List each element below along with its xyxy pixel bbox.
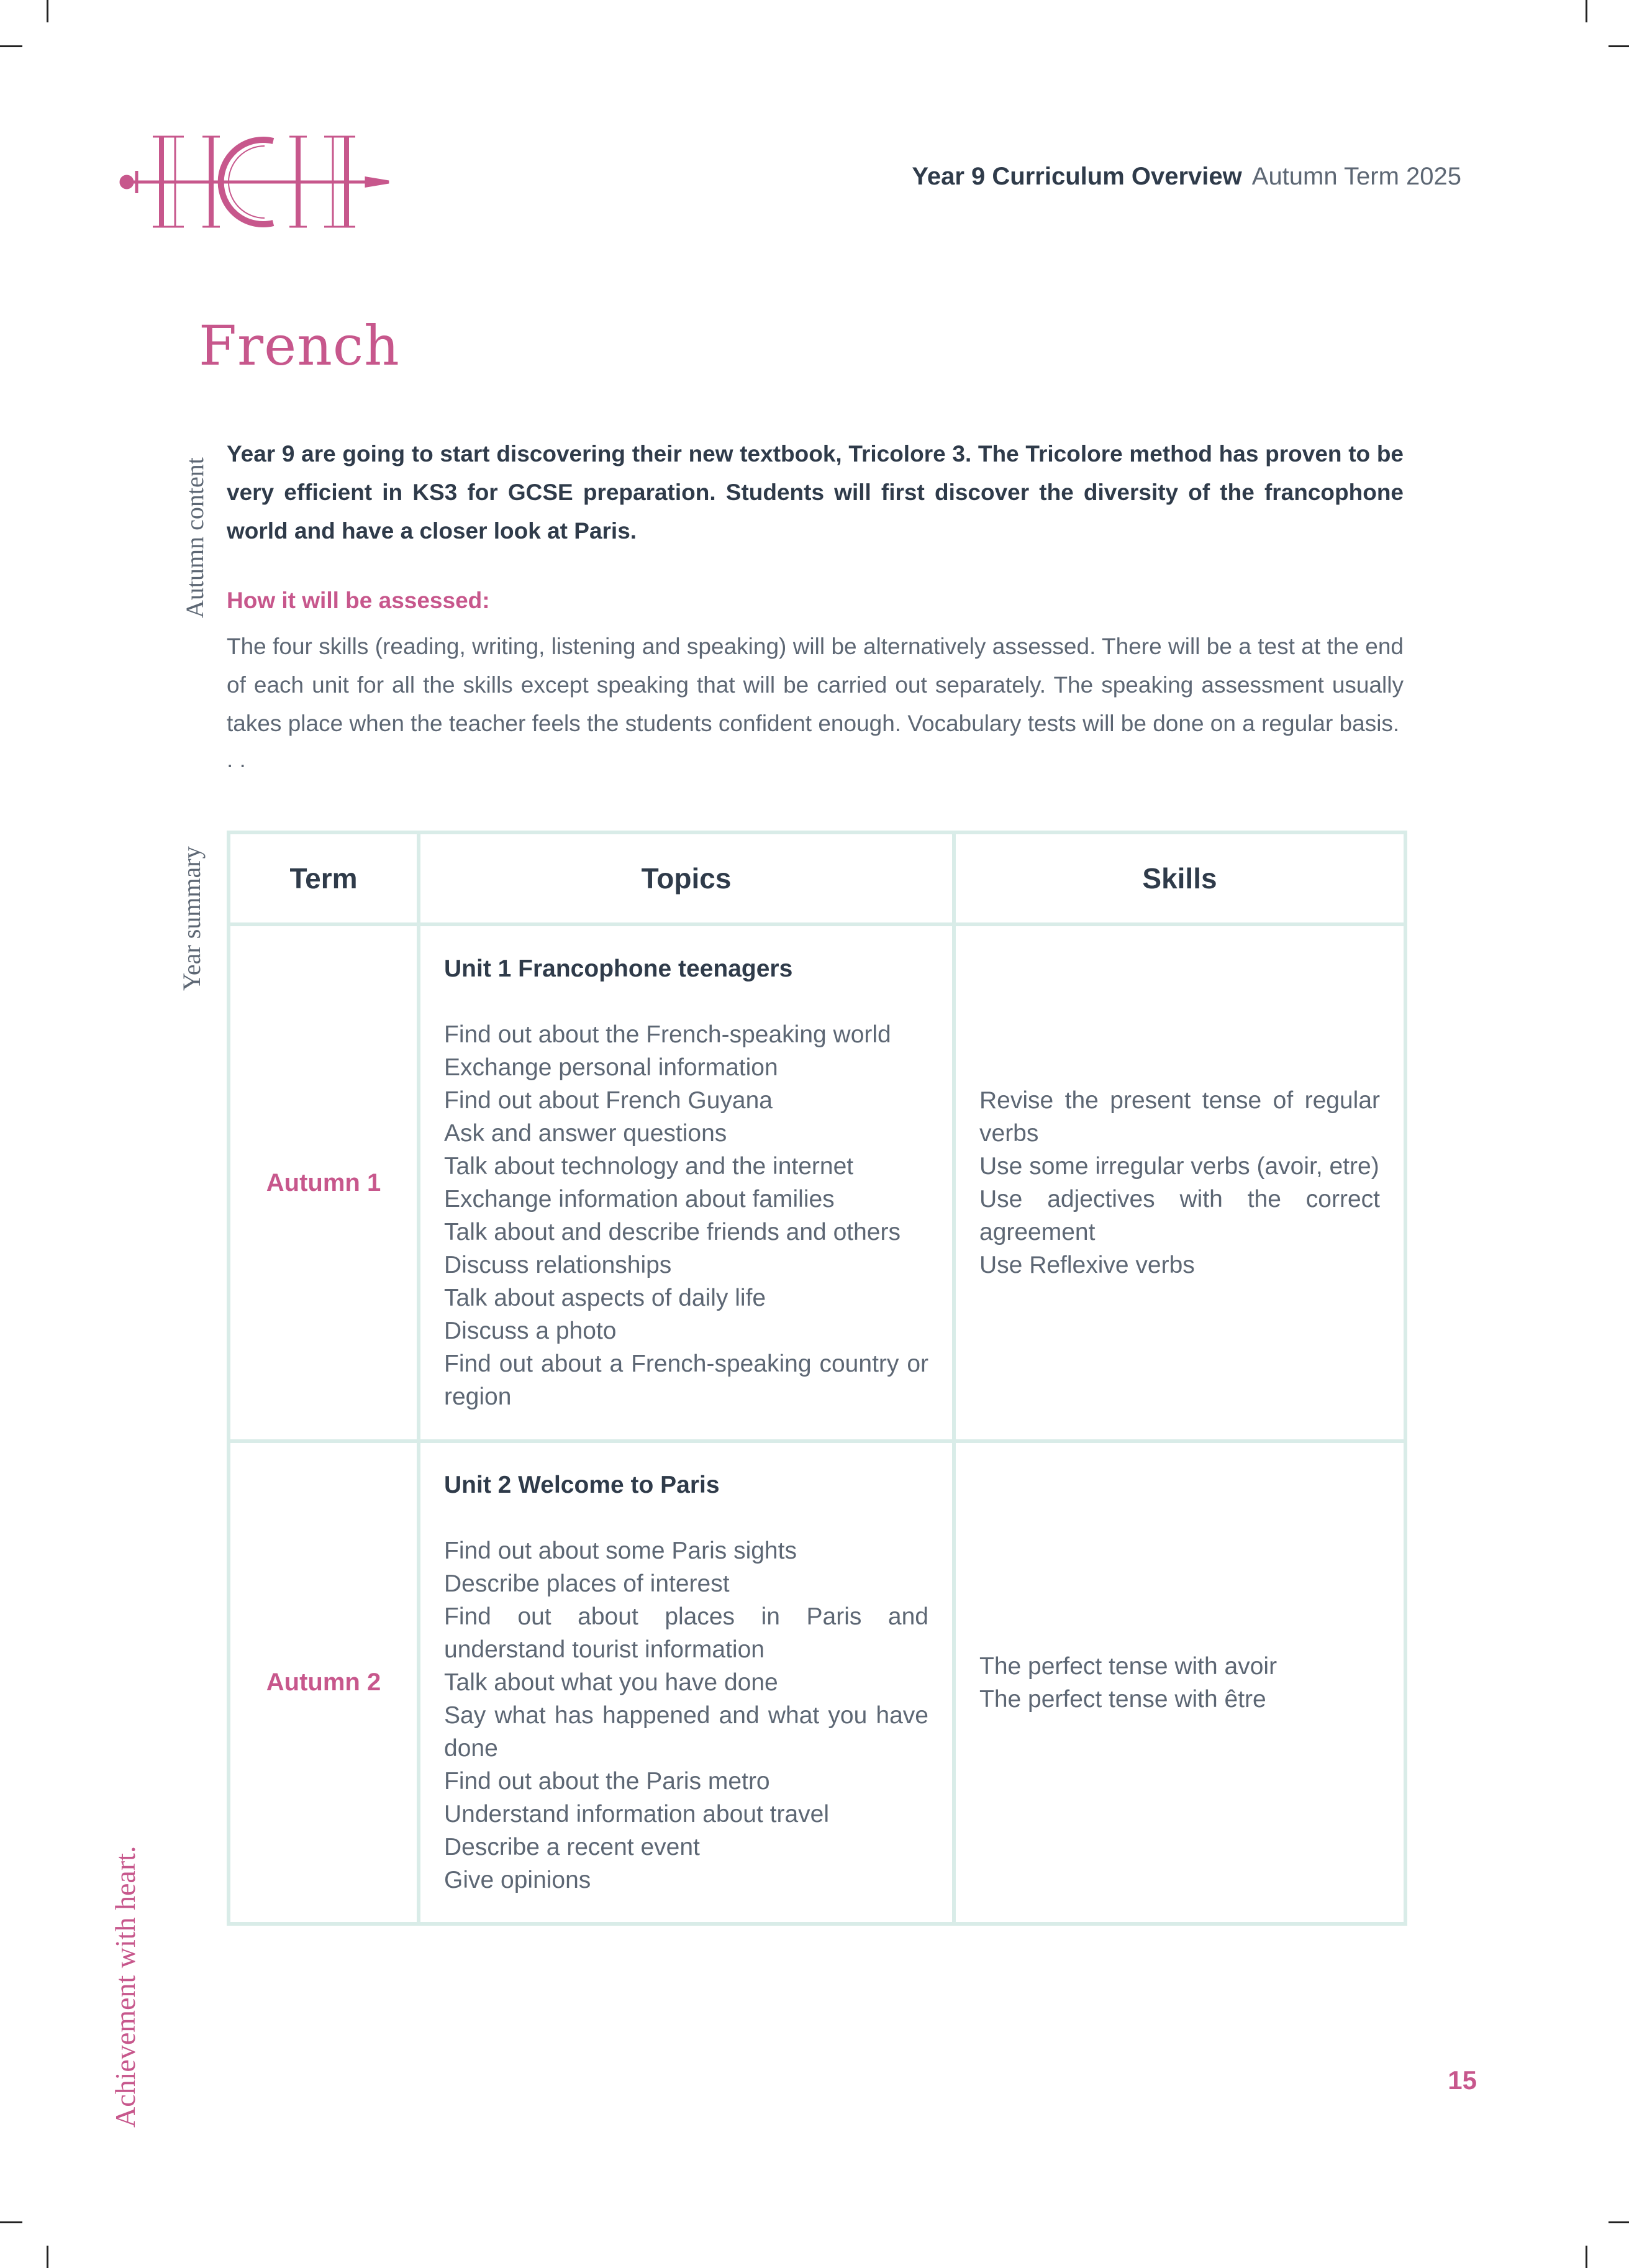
unit-title: Unit 2 Welcome to Paris [444,1472,720,1498]
topic-item: Discuss a photo [444,1318,617,1344]
assessment-trailing: . . [227,747,246,772]
page-number: 15 [1448,2065,1477,2095]
crop-mark [47,2246,48,2268]
column-header-skills: Skills [954,832,1405,924]
topic-item: Exchange information about families [444,1186,835,1213]
crop-mark [1609,2221,1629,2223]
column-header-topics: Topics [419,832,954,924]
topics-cell [419,924,954,1441]
topic-item: Find out about the French-speaking world [444,1021,891,1048]
topic-item: Find out about places in Paris and understand tourist information [444,1603,928,1663]
skills-cell [954,924,1405,1441]
crop-mark [0,45,22,47]
skills-cell [954,1441,1405,1924]
crop-mark [0,2221,22,2223]
skill-item: The perfect tense with être [979,1685,1266,1713]
topic-item: Talk about and describe friends and others [444,1219,901,1246]
unit-title: Unit 1 Francophone teenagers [444,955,793,982]
skill-item: The perfect tense with avoir [979,1652,1277,1680]
curriculum-table [227,831,1407,1926]
skill-item: Use adjectives with the correct agreement [979,1186,1380,1246]
topic-item: Say what has happened and what you have done [444,1702,928,1762]
crop-mark [1586,0,1587,22]
term-cell: Autumn 1 [229,924,419,1441]
crop-mark [1586,2246,1587,2268]
topic-item: Find out about a French-speaking country or region [444,1350,928,1410]
header-title-bold: Year 9 Curriculum Overview [912,163,1242,190]
skill-item: Use Reflexive verbs [979,1252,1195,1278]
table-header-row [229,832,1405,924]
crop-mark [1609,45,1629,47]
header-term: Autumn Term 2025 [1251,163,1461,190]
topic-item: Find out about some Paris sights [444,1537,797,1564]
document-header [912,163,1461,191]
topics-cell [419,1441,954,1924]
table-row [229,1441,1405,1924]
topic-item: Talk about aspects of daily life [444,1285,766,1311]
topic-item: Understand information about travel [444,1801,830,1828]
assessment-heading: How it will be assessed: [227,588,490,613]
topic-item: Describe a recent event [444,1834,700,1860]
topic-item: Exchange personal information [444,1054,778,1081]
skill-item: Use some irregular verbs (avoir, etre) [979,1153,1379,1180]
topic-item: Give opinions [444,1867,591,1893]
intro-paragraph: Year 9 are going to start discovering their new textbook, Tricolore 3. The Tricolore method has proven to be very efficient in KS3 for GCSE preparation. Students will first discover the diversity of the francophone world and have a closer look at Paris. [227,441,1404,544]
topic-item: Find out about the Paris metro [444,1768,770,1795]
topic-item: Talk about technology and the internet [444,1153,854,1180]
skill-item: Revise the present tense of regular verbs [979,1087,1380,1147]
column-header-term: Term [229,832,419,924]
topic-item: Ask and answer questions [444,1120,727,1147]
term-cell: Autumn 2 [229,1441,419,1924]
year-summary-label: Year summary [178,846,206,991]
topic-item: Find out about French Guyana [444,1087,773,1114]
topic-item: Talk about what you have done [444,1669,778,1696]
subject-title: French [199,314,400,378]
topic-item: Discuss relationships [444,1252,672,1278]
table-row [229,924,1405,1441]
assessment-body: The four skills (reading, writing, listening and speaking) will be alternatively assessed. There will be a test at the end of each unit for all the skills except speaking that will be carried out separately. The speaking assessment usually takes place when the teacher feels the students confident enough. Vocabulary tests will be done on a regular basis. [227,634,1404,736]
crop-mark [47,0,48,22]
topic-item: Describe places of interest [444,1570,730,1597]
school-tagline: Achievement with heart. [109,1846,141,2128]
autumn-content-label: Autumn content [181,457,209,618]
school-logo [118,127,391,236]
